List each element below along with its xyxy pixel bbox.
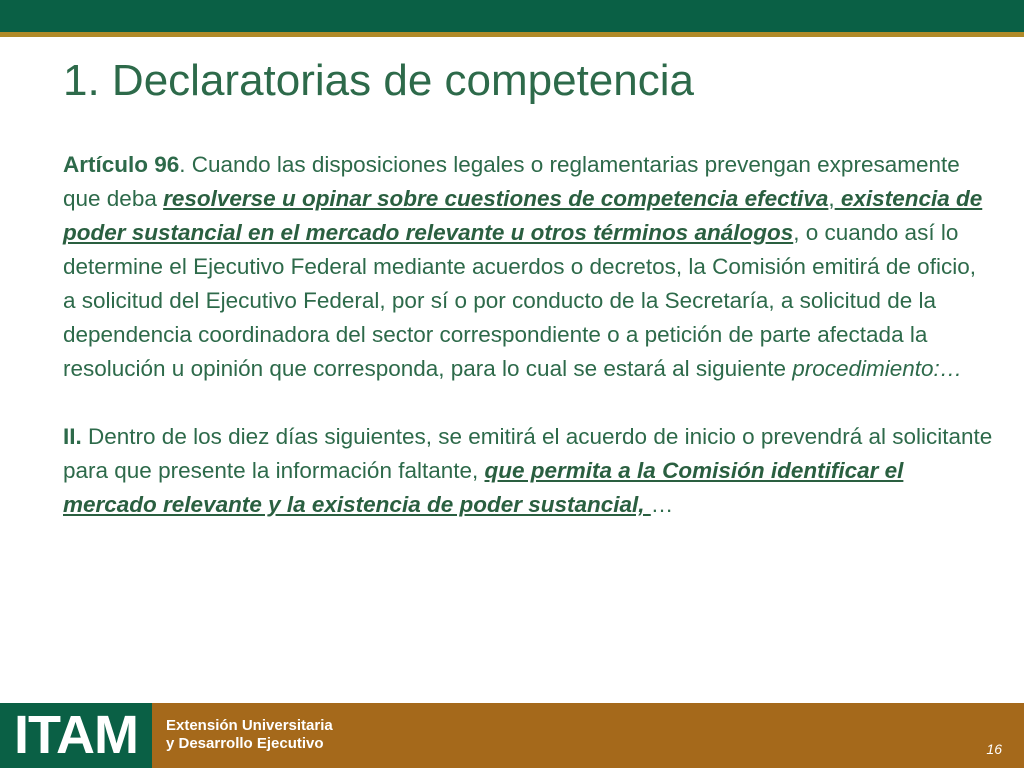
- paragraph-text: ,: [828, 186, 835, 211]
- itam-logo-box: [0, 703, 152, 768]
- footer-bar: [0, 703, 1024, 768]
- paragraph-text: Dentro de los diez días siguientes, se emitirá el acuerdo de inicio o prevendrá al solicitante para que presente la información faltante,: [63, 424, 993, 483]
- paragraph-text: . Cuando las disposiciones legales o reglamentarias prevengan expresamente que deba: [63, 152, 960, 211]
- paragraph-text: , o cuando así lo determine el Ejecutivo Federal mediante acuerdos o decretos, la Comisión emitirá de oficio, a solicitud del Ejecutivo Federal, por sí o por conducto de la Secretaría, a solicitud de la dependencia coordinadora del sector correspondiente o a petición de parte afectada la resolución u opinión que corresponda, para lo cual se estará al siguiente: [63, 220, 976, 381]
- top-accent-line: [0, 32, 1024, 37]
- article-96-paragraph: [63, 148, 993, 386]
- highlighted-phrase: existencia de poder sustancial en el mercado relevante u otros términos análogos: [63, 186, 983, 245]
- section-label: II.: [63, 424, 82, 449]
- itam-logo: ITAM: [14, 705, 138, 765]
- section-ii-paragraph: [63, 420, 993, 522]
- page-number: 16: [986, 741, 1002, 757]
- top-banner: [0, 0, 1024, 32]
- slide-title: 1. Declaratorias de competencia: [63, 56, 694, 105]
- article-label: Artículo 96: [63, 152, 180, 177]
- slide-body: [63, 148, 993, 522]
- paragraph-text: …: [650, 492, 674, 517]
- footer-org-line: y Desarrollo Ejecutivo: [166, 735, 324, 752]
- italic-text: procedimiento:…: [792, 356, 963, 381]
- footer-org-line: Extensión Universitaria: [166, 717, 333, 734]
- highlighted-phrase: que permita a la Comisión identificar el mercado relevante y la existencia de poder sustancial,: [63, 458, 904, 517]
- footer-org-name: [166, 717, 333, 753]
- highlighted-phrase: resolverse u opinar sobre cuestiones de competencia efectiva: [163, 186, 829, 211]
